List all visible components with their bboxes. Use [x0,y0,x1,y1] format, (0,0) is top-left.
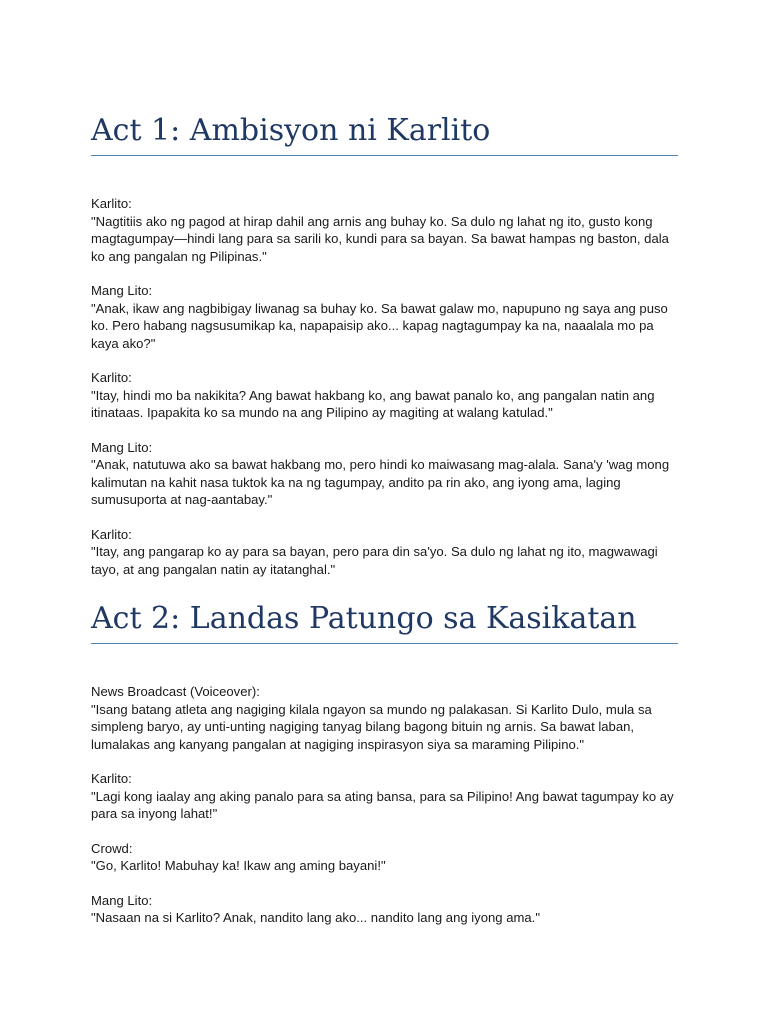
dialogue-text: "Itay, ang pangarap ko ay para sa bayan, pero para din sa'yo. Sa dulo ng lahat ng ito, magwawagi tayo, at ang pangalan natin ay itatanghal." [91,544,658,577]
act-1-heading: Act 1: Ambisyon ni Karlito [91,110,678,156]
document-body [91,110,678,944]
speaker-name: Mang Lito: [91,892,153,908]
speaker-name: Karlito: [91,196,132,211]
dialogue-block [91,840,678,875]
speaker-name: Mang Lito: [91,439,153,455]
dialogue-block [91,195,678,265]
act-2-heading: Act 2: Landas Patungo sa Kasikatan [91,598,678,644]
dialogue-text: "Lagi kong iaalay ang aking panalo para sa ating bansa, para sa Pilipino! Ang bawat tagumpay ko ay para sa inyong lahat!" [91,788,674,821]
dialogue-block [91,526,678,579]
dialogue-block [91,369,678,422]
dialogue-block [91,439,678,509]
speaker-name: Karlito: [91,370,132,385]
dialogue-text: "Nasaan na si Karlito? Anak, nandito lang ako... nandito lang ang iyong ama." [91,910,540,925]
dialogue-text: "Go, Karlito! Mabuhay ka! Ikaw ang aming bayani!" [91,858,386,873]
act-1-dialogue [91,195,678,578]
dialogue-text: "Isang batang atleta ang nagiging kilala ngayon sa mundo ng palakasan. Si Karlito Dulo, mula sa simpleng baryo, ay unti-unting nagiging tanyag bilang bagong bituin ng arnis. Sa bawat laban, lumalakas ang kanyang pangalan at nagiging inspirasyon siya sa maraming Pilipino." [91,701,652,752]
dialogue-text: "Nagtitiis ako ng pagod at hirap dahil ang arnis ang buhay ko. Sa dulo ng lahat ng ito, gusto kong magtagumpay—hindi lang para sa sarili ko, kundi para sa bayan. Sa bawat hampas ng baston, dala ko ang pangalan ng Pilipinas." [91,213,669,264]
speaker-name: Mang Lito: [91,283,153,298]
speaker-name: Crowd: [91,840,133,856]
dialogue-block [91,683,678,753]
dialogue-block [91,282,678,352]
dialogue-block [91,892,678,927]
dialogue-block [91,770,678,823]
speaker-name: Karlito: [91,526,132,542]
speaker-name: Karlito: [91,771,132,786]
act-2-dialogue [91,683,678,927]
dialogue-text: "Anak, ikaw ang nagbibigay liwanag sa buhay ko. Sa bawat galaw mo, napupuno ng saya ang puso ko. Pero habang nagsusumikap ka, napapaisip ako... kapag nagtagumpay ka na, naaalala mo pa kaya ako?" [91,300,668,351]
speaker-name: News Broadcast (Voiceover): [91,684,260,699]
act-2 [91,598,678,927]
dialogue-text: "Itay, hindi mo ba nakikita? Ang bawat hakbang ko, ang bawat panalo ko, ang pangalan natin ang itinataas. Ipapakita ko sa mundo na ang Pilipino ay magiting at walang katulad." [91,387,655,420]
dialogue-text: "Anak, natutuwa ako sa bawat hakbang mo, pero hindi ko maiwasang mag-alala. Sana'y 'wag mong kalimutan na kahit nasa tuktok ka na ng tagumpay, andito pa rin ako, ang iyong ama, laging sumusuporta at nag-aantabay." [91,457,670,507]
act-1 [91,110,678,578]
